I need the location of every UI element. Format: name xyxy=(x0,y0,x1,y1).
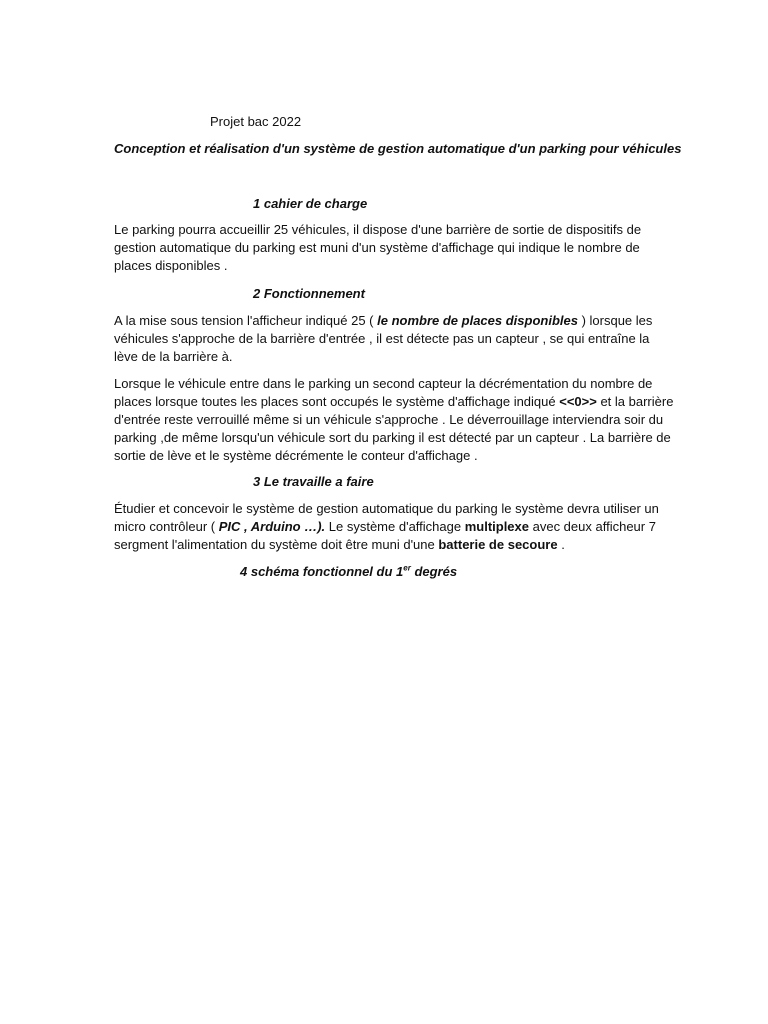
heading-text: 4 schéma fonctionnel du 1 xyxy=(240,564,404,579)
emphasis-pic-arduino: PIC , Arduino …). xyxy=(218,519,326,534)
emphasis-batterie: batterie de secoure xyxy=(438,537,558,552)
project-label: Projet bac 2022 xyxy=(210,114,302,129)
section-heading-schema xyxy=(240,563,457,581)
paragraph-text: et la barrière d'entrée reste verrouillé même si un véhicule s'approche . Le déverrouillage interviendra soir du parking ,de même lorsqu'un véhicule sort du parking il est détecté par un capteur . La barrière de sortie de lève et le système décrémente le conteur d'affichage . xyxy=(114,394,674,463)
paragraph-travaille xyxy=(114,500,676,554)
section-heading-cahier-de-charge: 1 cahier de charge xyxy=(253,196,368,211)
paragraph-fonctionnement-2 xyxy=(114,375,676,465)
paragraph-text: . xyxy=(557,537,565,552)
emphasis-multiplexe: multiplexe xyxy=(464,519,529,534)
section-heading-fonctionnement: 2 Fonctionnement xyxy=(253,286,365,301)
paragraph-text: Le système d'affichage xyxy=(325,519,465,534)
paragraph-text: ) lorsque les véhicules s'approche de la barrière d'entrée , il est détecte pas un capteur , se qui entraîne la lève de la barrière à. xyxy=(114,313,653,364)
emphasis-places-disponibles: le nombre de places disponibles xyxy=(377,313,578,328)
paragraph-cahier-de-charge xyxy=(114,221,676,275)
paragraph-fonctionnement-1 xyxy=(114,312,676,366)
paragraph-text: Étudier et concevoir le système de gestion automatique du parking le système devra utiliser un micro contrôleur ( xyxy=(114,501,659,534)
superscript-er: er xyxy=(403,563,411,573)
heading-text: degrés xyxy=(410,564,458,579)
paragraph-text: Le parking pourra accueillir 25 véhicules, il dispose d'une barrière de sortie de dispositifs de gestion automatique du parking est muni d'un système d'affichage qui indique le nombre de places disponibles . xyxy=(114,222,642,273)
paragraph-text: avec deux afficheur 7 sergment l'alimentation du système doit être muni d'une xyxy=(114,519,656,552)
document-title: Conception et réalisation d'un système de gestion automatique d'un parking pour véhicules xyxy=(114,141,682,156)
emphasis-zero-display: <<0>> xyxy=(559,394,597,409)
paragraph-text: A la mise sous tension l'afficheur indiqué 25 ( xyxy=(114,313,378,328)
section-heading-travaille: 3 Le travaille a faire xyxy=(253,474,374,489)
paragraph-text: Lorsque le véhicule entre dans le parking un second capteur la décrémentation du nombre de places lorsque toutes les places sont occupés le système d'affichage indiqué xyxy=(114,376,653,409)
